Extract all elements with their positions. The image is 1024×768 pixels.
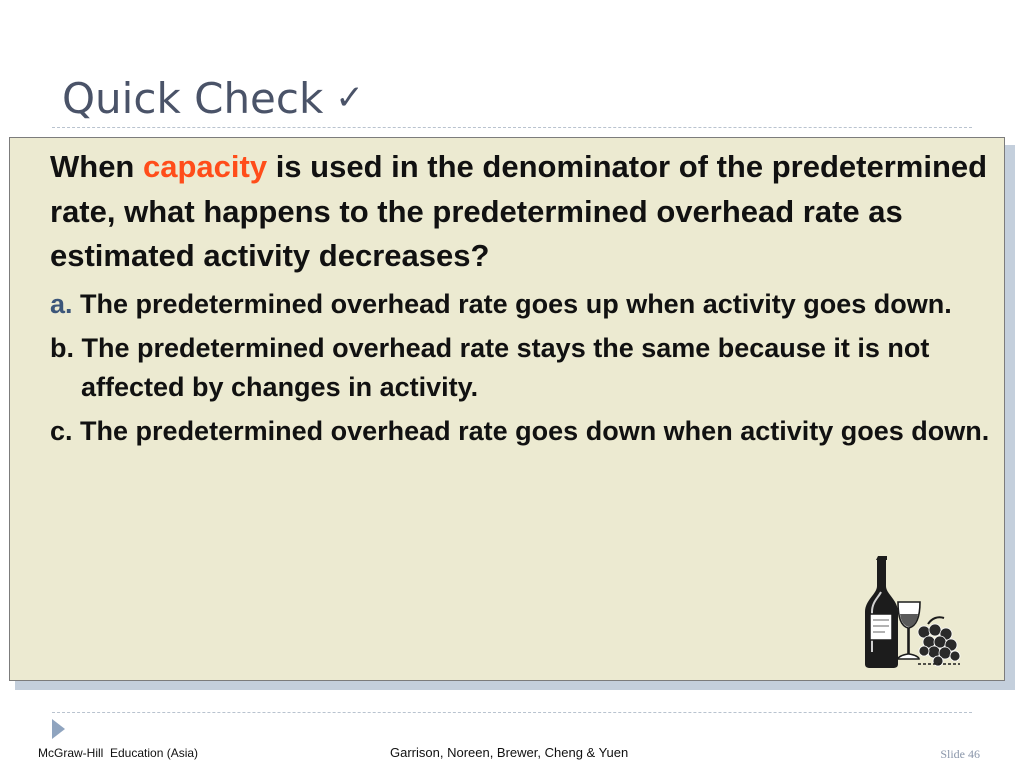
option-c-text: The predetermined overhead rate goes down when activity goes down. bbox=[80, 416, 990, 446]
slide-title-text: Quick Check bbox=[62, 74, 324, 123]
footer-authors: Garrison, Noreen, Brewer, Cheng & Yuen bbox=[390, 745, 629, 760]
question-part-2: is used in the denominator of the predetermined rate, what happens to the predetermined overhead rate as estimated activity decreases? bbox=[50, 149, 988, 273]
question-text bbox=[50, 145, 1010, 279]
question-part-1: When bbox=[50, 149, 143, 184]
next-arrow-icon[interactable] bbox=[52, 719, 65, 739]
option-a-letter: a. bbox=[50, 288, 73, 319]
option-a bbox=[50, 285, 1010, 324]
bottom-divider bbox=[52, 712, 972, 713]
option-b-letter: b. bbox=[50, 333, 74, 363]
question-content bbox=[50, 145, 1010, 451]
top-divider bbox=[52, 127, 972, 128]
checkmark-icon: ✓ bbox=[335, 78, 364, 118]
question-highlight: capacity bbox=[143, 149, 268, 184]
footer-publisher: McGraw-Hill Education (Asia) bbox=[38, 746, 199, 760]
option-c-letter: c. bbox=[50, 416, 73, 446]
slide-title bbox=[62, 70, 364, 127]
option-b-text: The predetermined overhead rate stays the same because it is not affected by changes in activity. bbox=[81, 333, 930, 402]
option-b bbox=[50, 329, 1010, 406]
option-c bbox=[50, 412, 1010, 451]
option-a-text: The predetermined overhead rate goes up when activity goes down. bbox=[80, 288, 952, 319]
slide-number: Slide 46 bbox=[940, 747, 980, 761]
wine-bottle-glass-grapes-icon bbox=[858, 552, 963, 670]
